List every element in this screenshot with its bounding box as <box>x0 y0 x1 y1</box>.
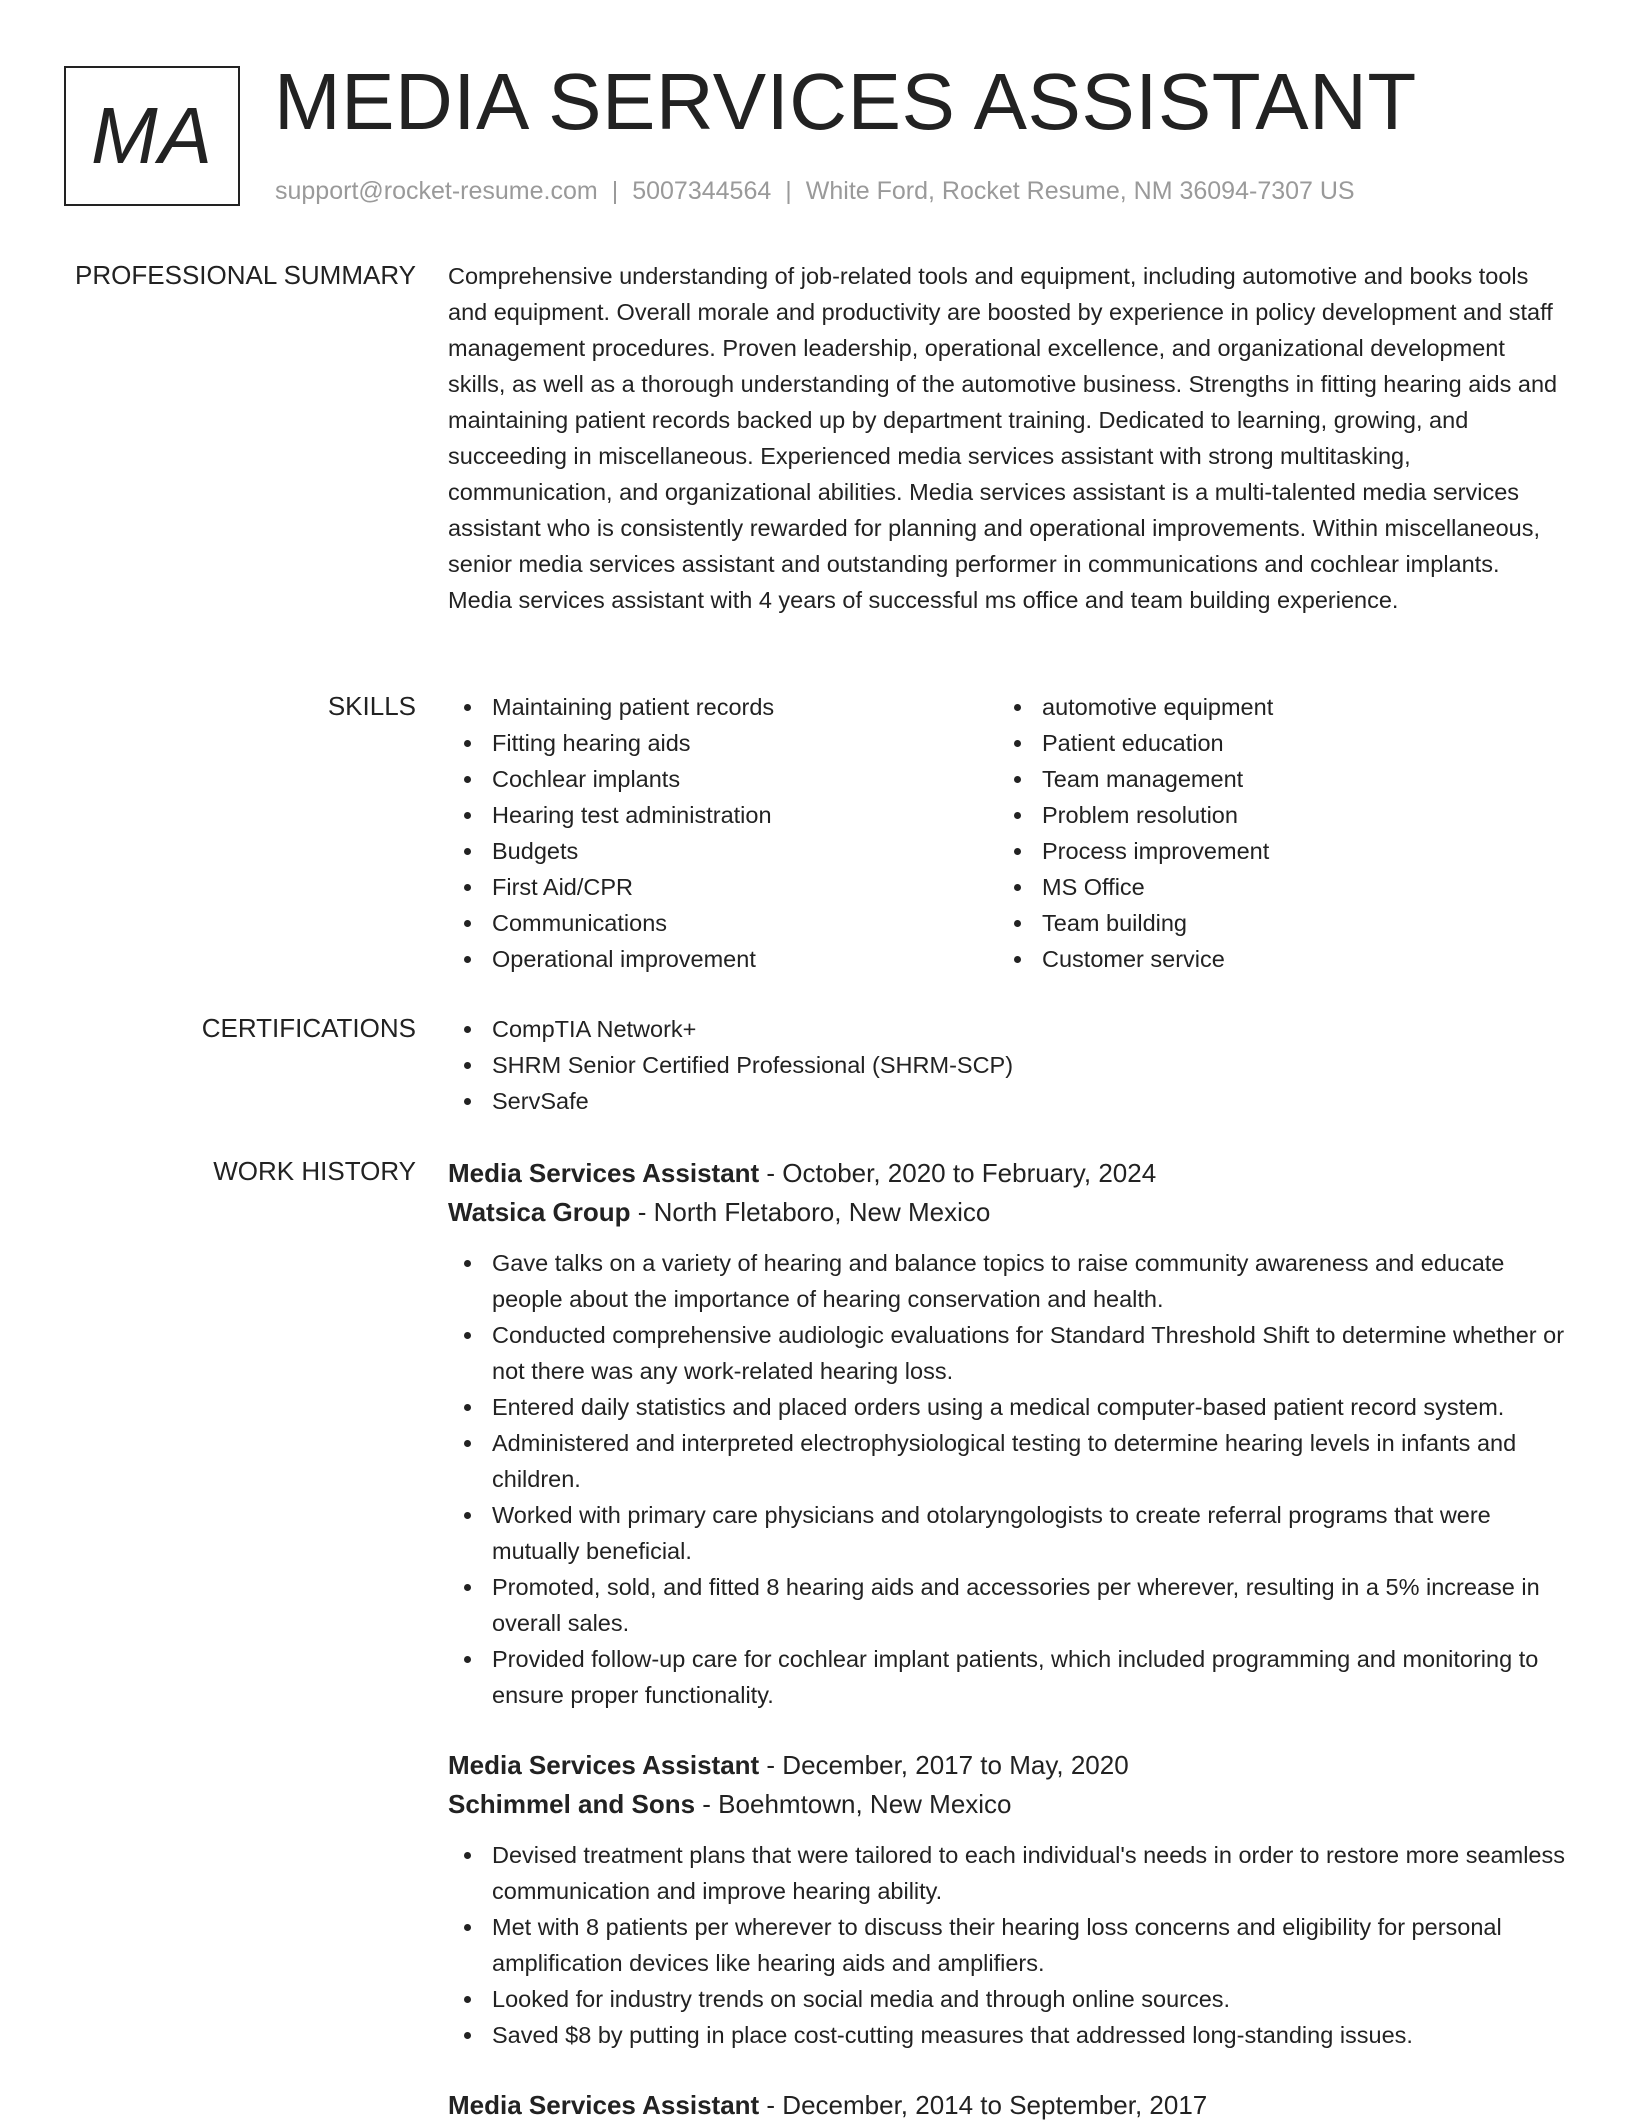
certifications-heading: CERTIFICATIONS <box>201 1013 416 1043</box>
contact-email[interactable]: support@rocket-resume.com <box>275 177 598 205</box>
job-bullets <box>448 1837 1568 2053</box>
certification-item: SHRM Senior Certified Professional (SHRM-SCP) <box>448 1047 1568 1083</box>
skill-item: Operational improvement <box>448 941 998 977</box>
skill-item: Fitting hearing aids <box>448 725 998 761</box>
skill-item: MS Office <box>998 869 1548 905</box>
job-entry <box>448 2086 1568 2125</box>
job-dates: - December, 2017 to May, 2020 <box>759 1750 1129 1780</box>
job-dates: - October, 2020 to February, 2024 <box>759 1158 1157 1188</box>
job-bullet: Entered daily statistics and placed orders using a medical computer-based patient record system. <box>448 1389 1568 1425</box>
job-bullet: Met with 8 patients per wherever to discuss their hearing loss concerns and eligibility for personal amplification devices like hearing aids and amplifiers. <box>448 1909 1568 1981</box>
contact-separator: | <box>785 177 792 205</box>
work-history-body <box>448 1154 1568 2125</box>
skill-item: Patient education <box>998 725 1548 761</box>
skill-item: Budgets <box>448 833 998 869</box>
job-bullet: Looked for industry trends on social media and through online sources. <box>448 1981 1568 2017</box>
contact-address: White Ford, Rocket Resume, NM 36094-7307 US <box>805 177 1355 205</box>
job-company-line <box>448 1193 1568 1232</box>
job-location: - North Fletaboro, New Mexico <box>630 1197 991 1227</box>
job-dates: - December, 2014 to September, 2017 <box>759 2090 1208 2120</box>
skills-heading: SKILLS <box>327 691 416 721</box>
skill-item: Cochlear implants <box>448 761 998 797</box>
skill-item: Team management <box>998 761 1548 797</box>
job-bullet: Promoted, sold, and fitted 8 hearing aids and accessories per wherever, resulting in a 5% increase in overall sales. <box>448 1569 1568 1641</box>
job-company-line <box>448 1785 1568 1824</box>
skill-item: First Aid/CPR <box>448 869 998 905</box>
resume-title: MEDIA SERVICES ASSISTANT <box>274 57 1417 146</box>
job-title-line <box>448 1154 1568 1193</box>
skills-list-left <box>448 689 998 977</box>
contact-phone[interactable]: 5007344564 <box>632 177 772 205</box>
contact-line <box>275 174 1355 208</box>
job-bullets <box>448 1245 1568 1713</box>
job-bullet: Gave talks on a variety of hearing and balance topics to raise community awareness and educate people about the importance of hearing conservation and health. <box>448 1245 1568 1317</box>
job-location: - Boehmtown, New Mexico <box>695 1789 1012 1819</box>
job-bullet: Devised treatment plans that were tailored to each individual's needs in order to restore more seamless communication and improve hearing ability. <box>448 1837 1568 1909</box>
skill-item: Customer service <box>998 941 1548 977</box>
skills-grid <box>448 689 1568 977</box>
certification-item: CompTIA Network+ <box>448 1011 1568 1047</box>
job-bullet: Worked with primary care physicians and otolaryngologists to create referral programs that were mutually beneficial. <box>448 1497 1568 1569</box>
skill-item: Process improvement <box>998 833 1548 869</box>
job-title: Media Services Assistant <box>448 1750 760 1780</box>
work-history-heading: WORK HISTORY <box>213 1156 416 1186</box>
job-company: Watsica Group <box>448 1197 631 1227</box>
skill-item: Maintaining patient records <box>448 689 998 725</box>
job-entry <box>448 1154 1568 1713</box>
job-company: Schimmel and Sons <box>448 1789 696 1819</box>
job-title: Media Services Assistant <box>448 1158 760 1188</box>
certifications-list <box>448 1011 1568 1119</box>
job-title: Media Services Assistant <box>448 2090 760 2120</box>
contact-separator: | <box>611 177 619 205</box>
job-entry <box>448 1746 1568 2053</box>
monogram-box <box>64 66 240 206</box>
skill-item: Communications <box>448 905 998 941</box>
skill-item: Team building <box>998 905 1548 941</box>
job-bullet: Saved $8 by putting in place cost-cutting measures that addressed long-standing issues. <box>448 2017 1568 2053</box>
certifications-body <box>448 1011 1568 1119</box>
skill-item: automotive equipment <box>998 689 1548 725</box>
monogram-initials: MA <box>91 91 213 180</box>
skills-list-right <box>998 689 1548 977</box>
job-bullet: Conducted comprehensive audiologic evaluations for Standard Threshold Shift to determine whether or not there was any work-related hearing loss. <box>448 1317 1568 1389</box>
job-bullet: Provided follow-up care for cochlear implant patients, which included programming and monitoring to ensure proper functionality. <box>448 1641 1568 1713</box>
skill-item: Problem resolution <box>998 797 1548 833</box>
summary-heading: PROFESSIONAL SUMMARY <box>75 260 416 290</box>
certification-item: ServSafe <box>448 1083 1568 1119</box>
summary-text: Comprehensive understanding of job-related tools and equipment, including automotive and books tools and equipment. Overall morale and productivity are boosted by experience in policy development and staff management procedures. Proven leadership, operational excellence, and organizational development skills, as well as a thorough understanding of the automotive business. Strengths in fitting hearing aids and maintaining patient records backed up by department training. Dedicated to learning, growing, and succeeding in miscellaneous. Experienced media services assistant with strong multitasking, communication, and organizational abilities. Media services assistant is a multi-talented media services assistant who is consistently rewarded for planning and operational improvements. Within miscellaneous, senior media services assistant and outstanding performer in communications and cochlear implants. Media services assistant with 4 years of successful ms office and team building experience. <box>448 263 1558 613</box>
job-title-line <box>448 2086 1568 2125</box>
job-bullet: Administered and interpreted electrophysiological testing to determine hearing levels in infants and children. <box>448 1425 1568 1497</box>
summary-body <box>448 258 1568 618</box>
skill-item: Hearing test administration <box>448 797 998 833</box>
job-title-line <box>448 1746 1568 1785</box>
